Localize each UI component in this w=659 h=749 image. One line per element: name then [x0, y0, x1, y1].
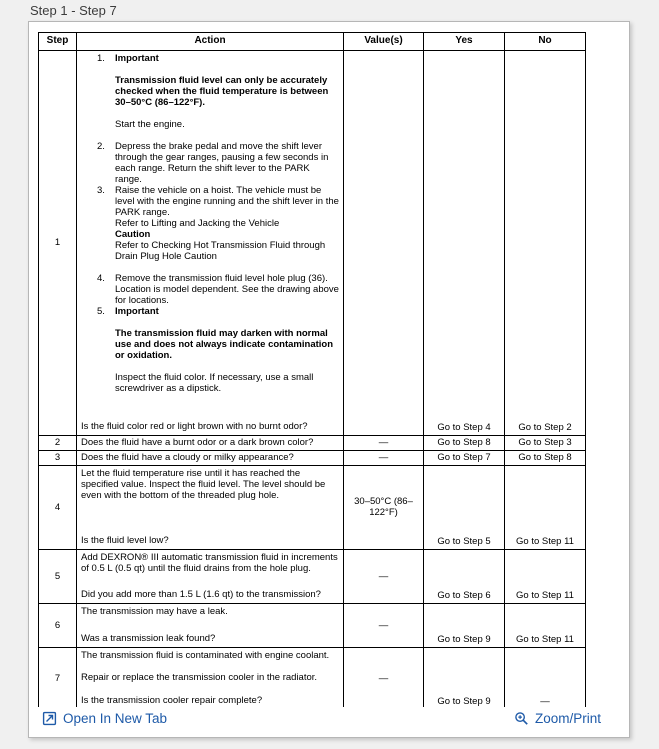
list-marker: 1. — [97, 52, 105, 64]
open-in-new-tab-button[interactable] — [42, 711, 167, 726]
table-row-step-5 — [39, 549, 586, 603]
step-number-2: 2 — [39, 435, 77, 450]
no-cell-2: Go to Step 3 — [505, 435, 586, 450]
values-cell-1 — [344, 50, 424, 435]
question-text: Was a transmission leak found? — [81, 632, 216, 644]
step-number-7: 7 — [39, 647, 77, 709]
zoom-print-button[interactable] — [514, 711, 601, 726]
question-text: Is the fluid level low? — [81, 534, 169, 546]
page-title: Step 1 - Step 7 — [30, 3, 117, 18]
step-number-3: 3 — [39, 450, 77, 465]
no-cell-6: Go to Step 11 — [505, 603, 586, 647]
action-cell-2 — [77, 435, 344, 450]
action-text: Depress the brake pedal and move the shift lever through the gear ranges, pausing a few seconds in each range. Return the shift lever to the PARK range. — [115, 140, 329, 185]
list-marker: 5. — [97, 305, 105, 317]
action-cell-6 — [77, 603, 344, 647]
yes-cell-1: Go to Step 4 — [424, 50, 505, 435]
action-text: Add DEXRON® III automatic transmission fluid in increments of 0.5 L (0.5 qt) until the fluid drains from the hole plug. — [81, 551, 338, 574]
question-text: Is the fluid color red or light brown with no burnt odor? — [81, 420, 308, 432]
action-cell-3 — [77, 450, 344, 465]
no-cell-4: Go to Step 11 — [505, 465, 586, 549]
important-label: Important — [115, 305, 159, 317]
no-cell-1: Go to Step 2 — [505, 50, 586, 435]
yes-cell-5: Go to Step 6 — [424, 549, 505, 603]
reference-text: Refer to Lifting and Jacking the Vehicle — [115, 217, 280, 229]
col-header-no: No — [505, 33, 586, 51]
question-text: Did you add more than 1.5 L (1.6 qt) to the transmission? — [81, 588, 321, 600]
list-item-5 — [97, 306, 339, 394]
action-text: The transmission fluid is contaminated with engine coolant. — [81, 649, 330, 661]
yes-cell-4: Go to Step 5 — [424, 465, 505, 549]
step-number-5: 5 — [39, 549, 77, 603]
yes-cell-7: Go to Step 9 — [424, 647, 505, 709]
table-header-row — [39, 33, 586, 51]
zoom-print-label: Zoom/Print — [534, 710, 601, 726]
diagnostic-table — [38, 32, 586, 710]
values-cell-3: — — [344, 450, 424, 465]
action-cell-5 — [77, 549, 344, 603]
action-text: Inspect the fluid color. If necessary, use a small screwdriver as a dipstick. — [115, 371, 314, 394]
list-item-4 — [97, 273, 339, 306]
values-cell-5: — — [344, 549, 424, 603]
question-text: Does the fluid have a cloudy or milky appearance? — [81, 451, 294, 463]
list-item-2 — [97, 141, 339, 185]
col-header-action: Action — [77, 33, 344, 51]
question-text: Does the fluid have a burnt odor or a dark brown color? — [81, 436, 314, 448]
zoom-icon — [514, 711, 529, 726]
values-cell-4: 30–50°C (86–122°F) — [344, 465, 424, 549]
no-cell-5: Go to Step 11 — [505, 549, 586, 603]
table-row-step-1 — [39, 50, 586, 435]
question-text: Is the transmission cooler repair complete? — [81, 694, 263, 706]
action-text: Repair or replace the transmission cooler in the radiator. — [81, 671, 318, 683]
action-text: Let the fluid temperature rise until it has reached the specified value. Inspect the fluid level. The level should be even with the bottom of the threaded plug hole. — [81, 467, 326, 501]
col-header-step: Step — [39, 33, 77, 51]
caution-text: Refer to Checking Hot Transmission Fluid through Drain Plug Hole Caution — [115, 239, 326, 262]
important-label: Important — [115, 52, 159, 64]
step-number-1: 1 — [39, 50, 77, 435]
list-item-1 — [97, 53, 339, 130]
table-row-step-7 — [39, 647, 586, 709]
action-cell-7 — [77, 647, 344, 709]
important-note: Transmission fluid level can only be accurately checked when the fluid temperature is between 30–50°C (86–122°F). — [115, 74, 329, 108]
list-marker: 3. — [97, 184, 105, 196]
panel-footer — [29, 707, 629, 737]
list-marker: 2. — [97, 140, 105, 152]
list-item-3 — [97, 185, 339, 262]
action-text: Raise the vehicle on a hoist. The vehicle must be level with the engine running and the shift lever in the PARK range. — [115, 184, 339, 218]
important-note: The transmission fluid may darken with normal use and does not always indicate contamination or oxidation. — [115, 327, 334, 361]
col-header-values: Value(s) — [344, 33, 424, 51]
col-header-yes: Yes — [424, 33, 505, 51]
table-wrapper — [29, 22, 629, 710]
document-panel — [28, 21, 630, 738]
table-row-step-4 — [39, 465, 586, 549]
action-text: The transmission may have a leak. — [81, 605, 228, 617]
action-cell-1 — [77, 50, 344, 435]
table-row-step-3 — [39, 450, 586, 465]
values-cell-7: — — [344, 647, 424, 709]
yes-cell-6: Go to Step 9 — [424, 603, 505, 647]
table-row-step-2 — [39, 435, 586, 450]
action-cell-4 — [77, 465, 344, 549]
list-marker: 4. — [97, 272, 105, 284]
table-row-step-6 — [39, 603, 586, 647]
no-cell-7: — — [505, 647, 586, 709]
yes-cell-3: Go to Step 7 — [424, 450, 505, 465]
no-cell-3: Go to Step 8 — [505, 450, 586, 465]
values-cell-6: — — [344, 603, 424, 647]
open-in-new-tab-icon — [42, 711, 57, 726]
open-in-new-tab-label: Open In New Tab — [63, 710, 168, 726]
yes-cell-2: Go to Step 8 — [424, 435, 505, 450]
action-text: Remove the transmission fluid level hole plug (36). Location is model dependent. See the drawing above for locations. — [115, 272, 339, 306]
caution-label: Caution — [115, 228, 151, 240]
action-text: Start the engine. — [115, 118, 185, 130]
values-cell-2: — — [344, 435, 424, 450]
step-number-6: 6 — [39, 603, 77, 647]
step-number-4: 4 — [39, 465, 77, 549]
